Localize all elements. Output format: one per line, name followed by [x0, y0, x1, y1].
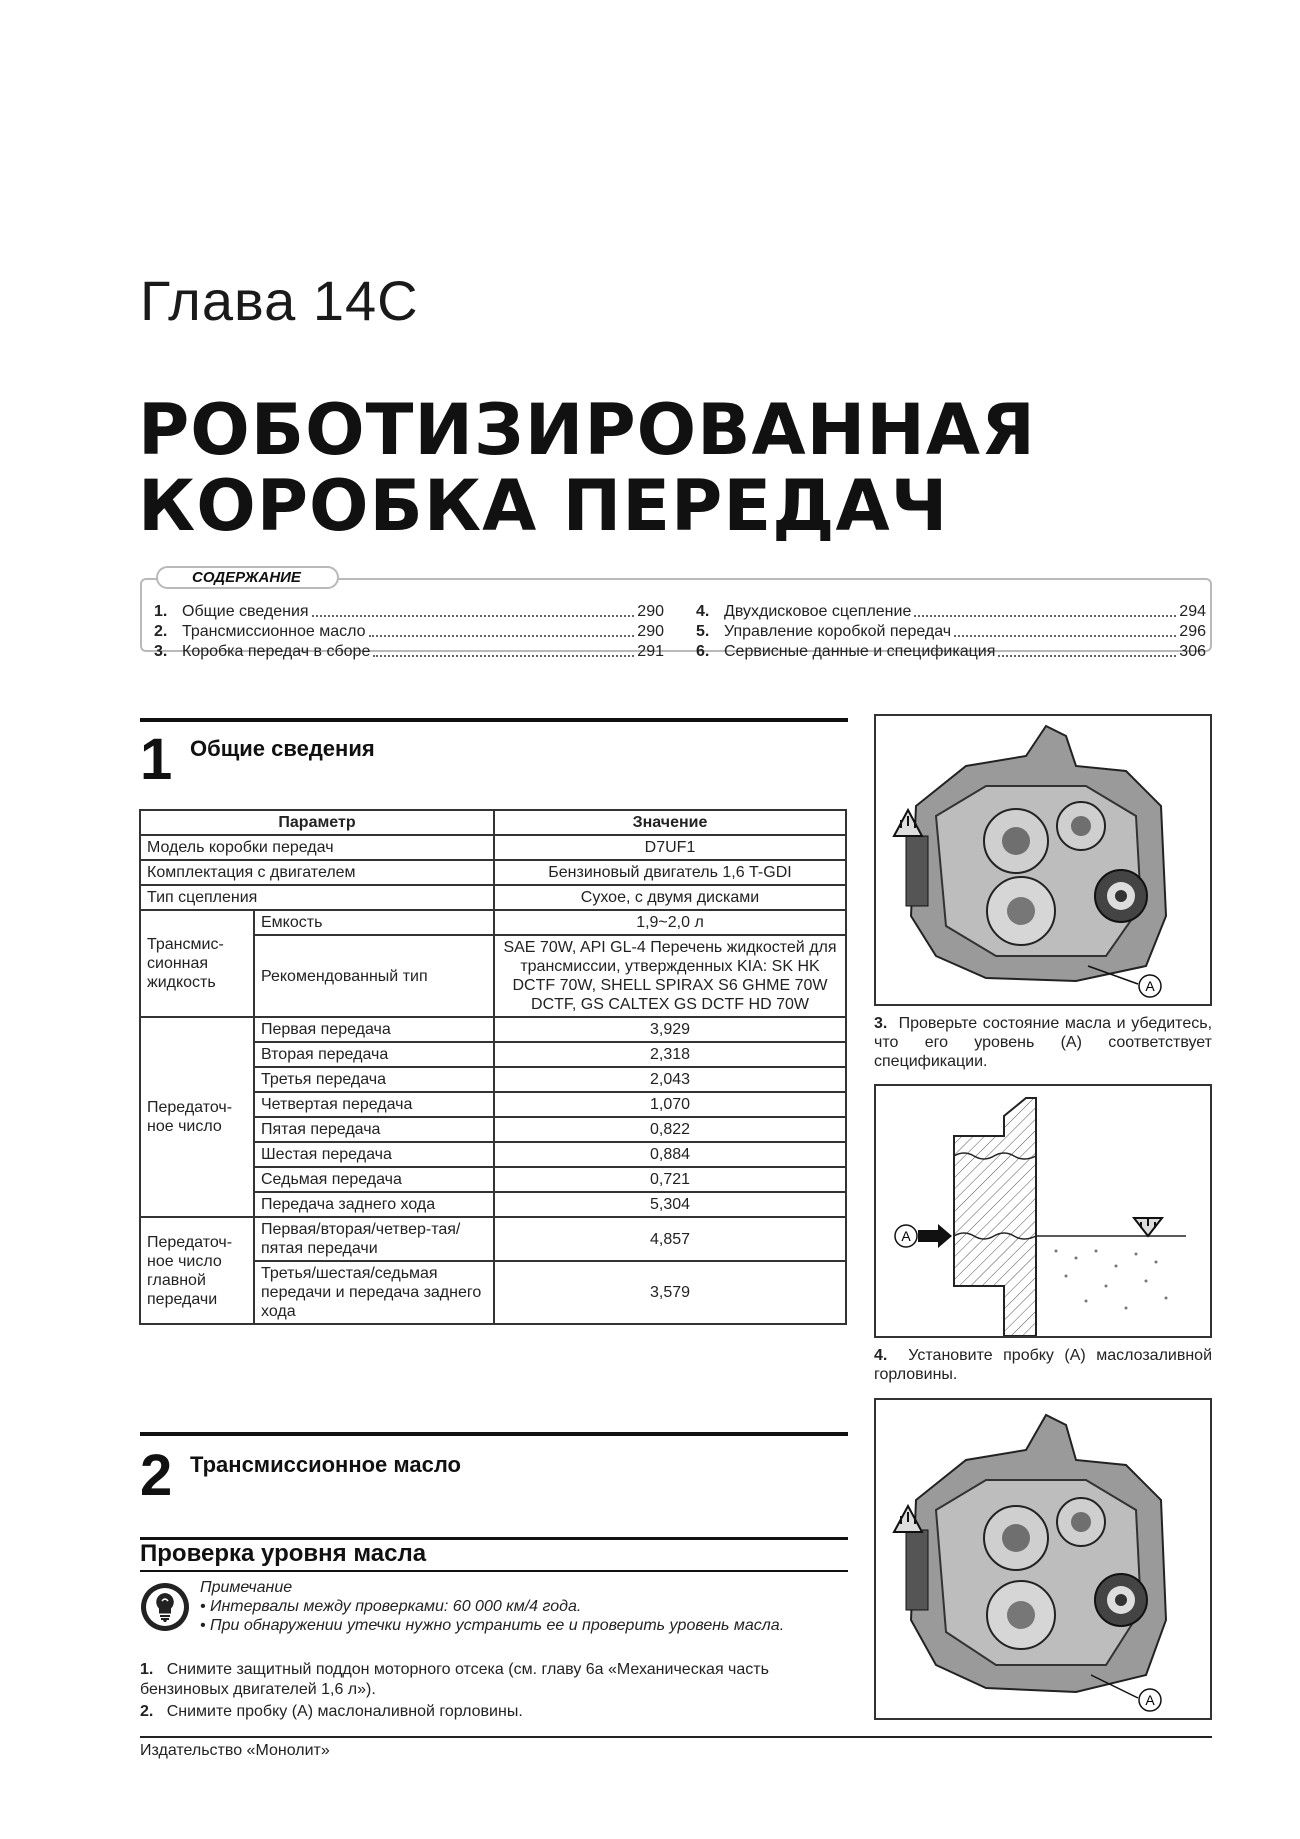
gearbox-illustration: [876, 716, 1210, 1004]
param-cell: Вторая передача: [254, 1042, 494, 1067]
section-1-title: Общие сведения: [190, 736, 375, 761]
toc-item-number: 2.: [154, 623, 168, 640]
param-cell: Третья передача: [254, 1067, 494, 1092]
figure-marker: A: [1145, 978, 1155, 994]
lightbulb-icon: [140, 1582, 190, 1632]
figure-oil-level: [874, 1084, 1212, 1338]
toc-item-number: 5.: [696, 623, 710, 640]
chapter-heading: Глава 14С: [140, 269, 419, 332]
step-text: Снимите защитный поддон моторного отсека (см. главу 6а «Механическая часть бензиновых двигателей 1,6 л»).: [140, 1661, 769, 1698]
toc-item[interactable]: [154, 642, 664, 662]
figure-gearbox-bottom: [874, 1398, 1212, 1720]
param-cell: Четвертая передача: [254, 1092, 494, 1117]
toc-leader: [312, 602, 635, 617]
toc-item-number: 1.: [154, 603, 168, 620]
toc-item-title: Трансмиссионное масло: [182, 623, 366, 640]
toc-item-page: 290: [637, 623, 664, 640]
param-cell: Седьмая передача: [254, 1167, 494, 1192]
note-block: [200, 1578, 784, 1635]
value-cell: 2,318: [494, 1042, 846, 1067]
table-row: [140, 910, 846, 935]
toc-column-right: [696, 602, 1206, 662]
value-cell: Бензиновый двигатель 1,6 T-GDI: [494, 860, 846, 885]
step-item: [140, 1702, 850, 1722]
param-cell: Тип сцепления: [140, 885, 494, 910]
toc-item[interactable]: [696, 602, 1206, 622]
toc-leader: [914, 602, 1176, 617]
figure-gearbox-top: [874, 714, 1212, 1006]
toc-item-title: Управление коробкой передач: [724, 623, 952, 640]
figure-marker: A: [901, 1228, 911, 1244]
procedure-steps: [140, 1660, 850, 1724]
toc-column-left: [154, 602, 664, 662]
toc-item-page: 290: [637, 603, 664, 620]
gearbox-illustration: [876, 1400, 1210, 1718]
figure-marker: A: [1145, 1692, 1155, 1708]
table-row: [140, 860, 846, 885]
section-2-rule: [140, 1432, 848, 1436]
toc-item-title: Общие сведения: [182, 603, 309, 620]
subsection-heading: Проверка уровня масла: [140, 1540, 427, 1567]
value-cell: 3,929: [494, 1017, 846, 1042]
column-header-value: Значение: [494, 810, 846, 835]
column-header-param: Параметр: [140, 810, 494, 835]
value-cell: 0,822: [494, 1117, 846, 1142]
toc-item-title: Коробка передач в сборе: [182, 643, 371, 660]
toc-item-title: Двухдисковое сцепление: [724, 603, 912, 620]
toc-item[interactable]: [696, 622, 1206, 642]
toc-leader: [998, 642, 1176, 657]
subsection-rule-bottom: [140, 1570, 848, 1572]
caption-number: 4.: [874, 1347, 888, 1364]
value-cell: 5,304: [494, 1192, 846, 1217]
caption-text: Установите пробку (А) маслозаливной горловины.: [874, 1347, 1213, 1383]
param-cell: Третья/шестая/седьмая передачи и передача заднего хода: [254, 1261, 494, 1324]
oil-level-diagram: [876, 1086, 1210, 1336]
value-cell: 3,579: [494, 1261, 846, 1324]
title-line-1: РОБОТИЗИРОВАННАЯ: [138, 389, 1036, 471]
toc-item-page: 306: [1179, 643, 1206, 660]
toc-leader: [954, 622, 1176, 637]
figure-caption-4: [874, 1346, 1212, 1384]
table-row: [140, 1017, 846, 1042]
param-cell: Первая/вторая/четвер-тая/пятая передачи: [254, 1217, 494, 1261]
value-cell: 4,857: [494, 1217, 846, 1261]
toc-item-number: 3.: [154, 643, 168, 660]
section-2-number: 2: [140, 1443, 173, 1508]
param-cell: Модель коробки передач: [140, 835, 494, 860]
toc-leader: [373, 642, 634, 657]
toc-item[interactable]: [696, 642, 1206, 662]
value-cell: 2,043: [494, 1067, 846, 1092]
oil-dots: [1055, 1250, 1168, 1310]
page-title: [138, 389, 1036, 547]
param-cell: Емкость: [254, 910, 494, 935]
table-of-contents: [140, 569, 1212, 660]
toc-item-title: Сервисные данные и спецификация: [724, 643, 996, 660]
toc-item[interactable]: [154, 602, 664, 622]
section-2-title: Трансмиссионное масло: [190, 1452, 461, 1477]
group-cell: Трансмис-сионная жидкость: [140, 910, 254, 1017]
value-cell: 0,884: [494, 1142, 846, 1167]
step-number: 2.: [140, 1703, 154, 1720]
group-cell: Передаточ-ное число главной передачи: [140, 1217, 254, 1324]
table-header-row: [140, 810, 846, 835]
param-cell: Пятая передача: [254, 1117, 494, 1142]
toc-item-page: 296: [1179, 623, 1206, 640]
toc-item-number: 6.: [696, 643, 710, 660]
note-item: • Интервалы между проверками: 60 000 км/4 года.: [200, 1598, 582, 1615]
spec-table: [139, 809, 847, 1325]
toc-item-number: 4.: [696, 603, 710, 620]
table-row: [140, 1217, 846, 1261]
toc-label: СОДЕРЖАНИЕ: [156, 566, 339, 589]
footer-rule: [140, 1736, 1212, 1738]
toc-leader: [369, 622, 635, 637]
param-cell: Передача заднего хода: [254, 1192, 494, 1217]
step-item: [140, 1660, 850, 1700]
param-cell: Первая передача: [254, 1017, 494, 1042]
caption-number: 3.: [874, 1015, 888, 1032]
note-title: Примечание: [200, 1579, 293, 1596]
value-cell: SAE 70W, API GL-4 Перечень жидкостей для трансмиссии, утвержденных KIA: SK HK DCTF 70W, SHELL SPIRAX S6 GHME 70W DCTF, GS CALTEX GS DCTF HD 70W: [494, 935, 846, 1017]
value-cell: Сухое, с двумя дисками: [494, 885, 846, 910]
param-cell: Рекомендованный тип: [254, 935, 494, 1017]
param-cell: Комплектация с двигателем: [140, 860, 494, 885]
value-cell: 1,070: [494, 1092, 846, 1117]
value-cell: 1,9~2,0 л: [494, 910, 846, 935]
step-number: 1.: [140, 1661, 154, 1678]
section-1-number: 1: [140, 727, 173, 792]
toc-item-page: 291: [637, 643, 664, 660]
table-row: [140, 835, 846, 860]
step-text: Снимите пробку (А) маслоналивной горловины.: [166, 1703, 523, 1720]
note-item: • При обнаружении утечки нужно устранить ее и проверить уровень масла.: [200, 1617, 785, 1634]
param-cell: Шестая передача: [254, 1142, 494, 1167]
table-row: [140, 885, 846, 910]
section-1-rule: [140, 718, 848, 722]
publisher-footer: Издательство «Монолит»: [140, 1742, 330, 1759]
figure-caption-3: [874, 1014, 1212, 1071]
value-cell: D7UF1: [494, 835, 846, 860]
toc-item-page: 294: [1179, 603, 1206, 620]
toc-item[interactable]: [154, 622, 664, 642]
title-line-2: КОРОБКА ПЕРЕДАЧ: [138, 465, 949, 547]
group-cell: Передаточ-ное число: [140, 1017, 254, 1217]
caption-text: Проверьте состояние масла и убедитесь, что его уровень (А) соответствует спецификации.: [874, 1015, 1213, 1070]
value-cell: 0,721: [494, 1167, 846, 1192]
